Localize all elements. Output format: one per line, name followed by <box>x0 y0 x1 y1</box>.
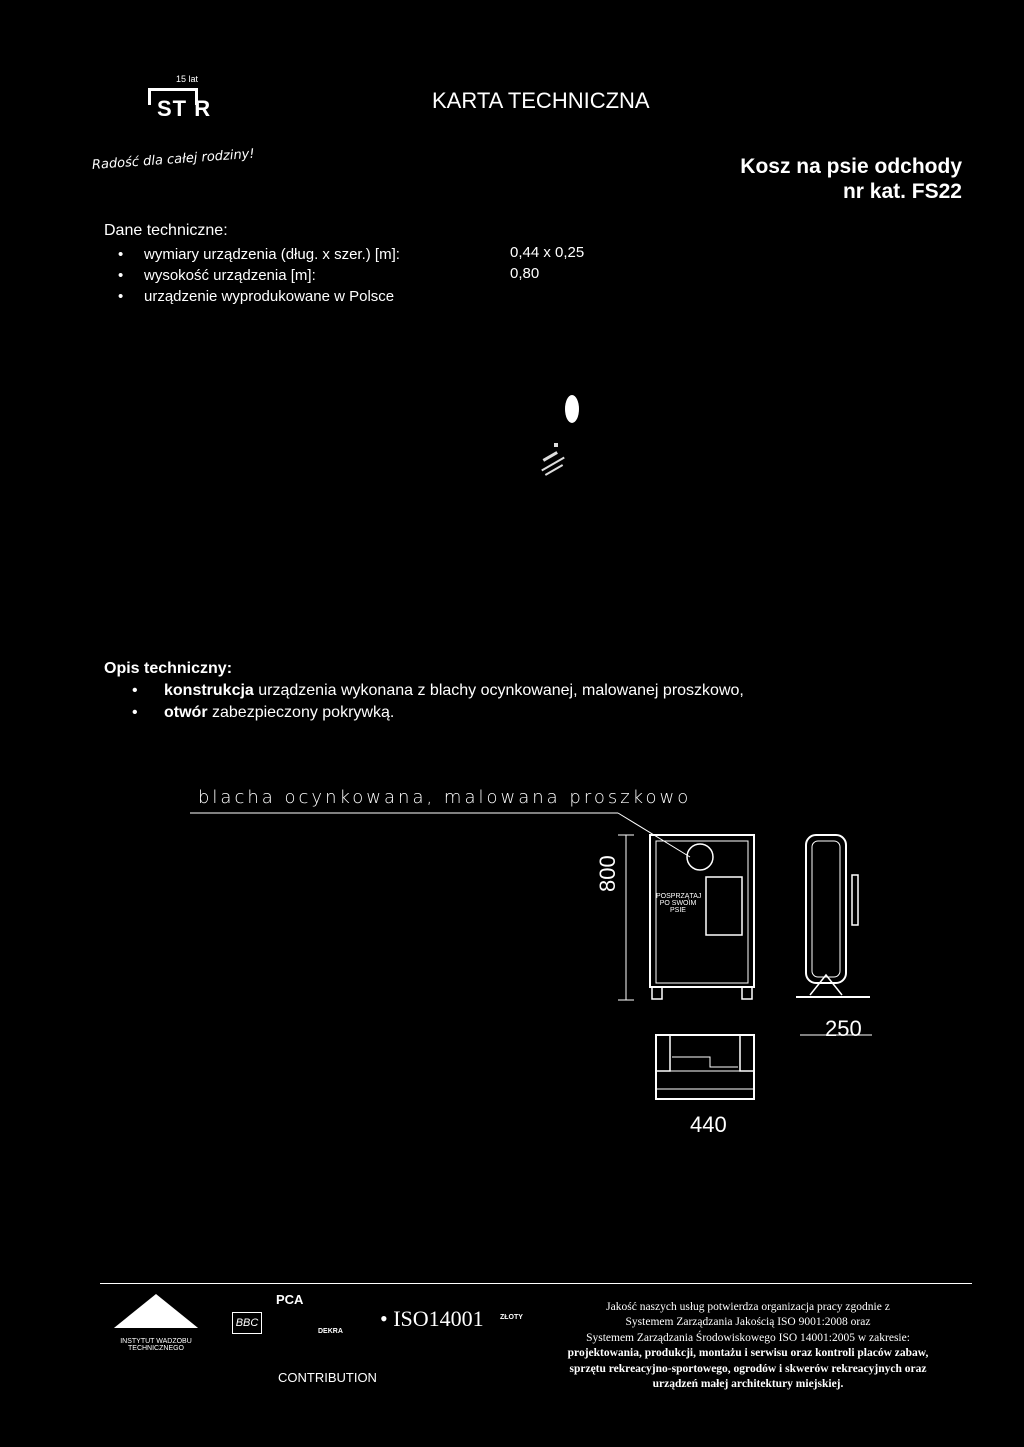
technical-drawing <box>190 805 890 1135</box>
institute-name: INSTYTUT WADZOBU TECHNICZNEGO <box>120 1338 192 1352</box>
description-item-bold: konstrukcja <box>164 682 254 699</box>
tech-item-label: wymiary urządzenia (dług. x szer.) [m]: <box>144 246 400 263</box>
tech-item <box>118 244 400 265</box>
description-list <box>132 680 744 724</box>
product-photo <box>520 385 600 495</box>
scope-line: urządzeń małej architektury miejskiej. <box>652 1378 844 1391</box>
photo-sign-icon <box>541 443 565 476</box>
logo: ST R <box>157 96 212 121</box>
document-title: KARTA TECHNICZNA <box>432 88 650 113</box>
dekra-logo: DEKRA <box>318 1328 343 1335</box>
tech-data-list <box>118 244 400 307</box>
tech-data-heading: Dane techniczne: <box>104 222 228 239</box>
tech-item <box>118 265 400 286</box>
quality-line: Systemem Zarządzania Środowiskowego ISO 14001:2005 w zakresie: <box>586 1331 910 1344</box>
tech-item <box>118 286 400 307</box>
iso-text: ISO14001 <box>393 1306 484 1331</box>
front-panel <box>706 877 742 935</box>
slogan: Radość dla całej rodziny! <box>91 146 256 173</box>
description-item-text: urządzenia wykonana z blachy ocynkowanej, malowanej proszkowo, <box>253 682 744 699</box>
width-dimension: 440 <box>690 1112 727 1137</box>
tech-item-label: wysokość urządzenia [m]: <box>144 267 316 284</box>
product-name: Kosz na psie odchody <box>740 155 962 178</box>
logo-years: 15 lat <box>176 74 199 84</box>
footer-divider <box>100 1283 972 1284</box>
sign-text: POSPRZĄTAJ PO SWOIM PSIE <box>656 893 702 914</box>
quality-line: Jakość naszych usług potwierdza organizacja pracy zgodnie z <box>606 1301 890 1313</box>
tech-item-label: urządzenie wyprodukowane w Polsce <box>144 288 395 305</box>
quality-statement <box>524 1300 972 1392</box>
height-dimension: 800 <box>595 855 620 892</box>
description-item-text: zabezpieczony pokrywką. <box>207 704 395 721</box>
description-item <box>132 702 744 724</box>
tech-item-value: 0,80 <box>510 265 540 282</box>
material-label: blacha ocynkowana, malowana proszkowo <box>198 787 692 808</box>
description-heading: Opis techniczny: <box>104 660 233 677</box>
zloty-logo: ZŁOTY <box>500 1314 523 1321</box>
scope-line: projektowania, produkcji, montażu i serwisu oraz kontroli placów zabaw, <box>567 1347 929 1360</box>
photo-opening <box>565 395 579 423</box>
product-heading <box>740 154 962 204</box>
bbc-logo: BBC <box>232 1312 262 1334</box>
contribution: CONTRIBUTION <box>278 1370 377 1385</box>
description-item <box>132 680 744 702</box>
iso-logo: • ISO14001 <box>380 1306 484 1331</box>
tech-item-value: 0,44 x 0,25 <box>510 244 585 261</box>
quality-line: Systemem Zarządzania Jakością ISO 9001:2008 oraz <box>625 1316 871 1329</box>
pca-logo: PCA <box>276 1292 304 1307</box>
description-item-bold: otwór <box>164 704 208 721</box>
catalog-number: nr kat. FS22 <box>842 180 962 204</box>
scope-line: sprzętu rekreacyjno-sportowego, ogrodów i skwerów rekreacyjnych oraz <box>569 1362 927 1375</box>
depth-dimension: 250 <box>825 1016 862 1041</box>
front-opening <box>687 844 713 870</box>
